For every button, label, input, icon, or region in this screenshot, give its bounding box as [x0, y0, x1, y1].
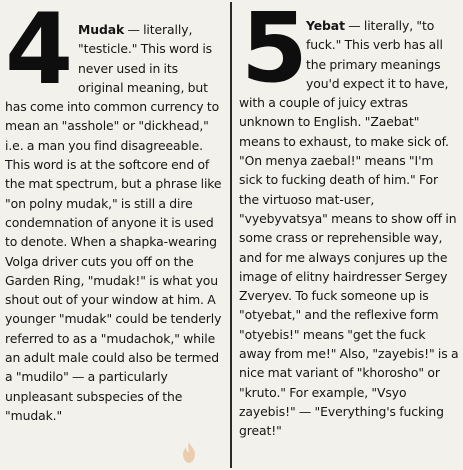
- entry-number: 5: [241, 0, 306, 104]
- flame-logo-icon: [176, 440, 202, 466]
- column-divider: [230, 2, 232, 468]
- entry-yebat: [234, 0, 463, 470]
- entry-definition: — literally, "testicle." This word is never used in its original meaning, but has come into common currency to mean an "asshole" or "dickhead," i.e. a man you find disagreeable. This word is at the softcore end of the mat spectrum, but a phrase like "on polny mudak," is still a dire condemnation of anyone it is used to denote. When a shapka-wearing Volga driver cuts you off on the Garden Ring, "mudak!" is what you shout out of your window at him. A younger "mudak" could be tenderly referred to as a "mudachok," while an adult male could also be termed a "mudilo" — a particularly unpleasant subspecies of the "mudak.": [5, 22, 222, 423]
- entry-definition: — literally, "to fuck." This verb has all the primary meanings you'd expect it to have, with a couple of juicy extras unknown to English. "Zaebat" means to exhaust, to make sick of. "On menya zaebal!" means "I'm sick to fucking death of him." For the virtuoso mat-user, "vyebyvatsya" means to show off in some crass or reprehensible way, and for me always conjures up the image of elitny hairdresser Sergey Zveryev. To fuck someone up is "otyebat," and the reflexive form "otyebis!" means "get the fuck away from me!" Also, "zayebis!" is a nice mat variant of "khorosho" or "kruto." For example, "Vsyo zayebis!" — "Everything's fucking great!": [239, 18, 459, 439]
- entry-number: 4: [5, 0, 72, 107]
- entry-term: Mudak: [78, 22, 125, 37]
- entry-mudak: [0, 0, 230, 470]
- entry-term: Yebat: [306, 18, 345, 33]
